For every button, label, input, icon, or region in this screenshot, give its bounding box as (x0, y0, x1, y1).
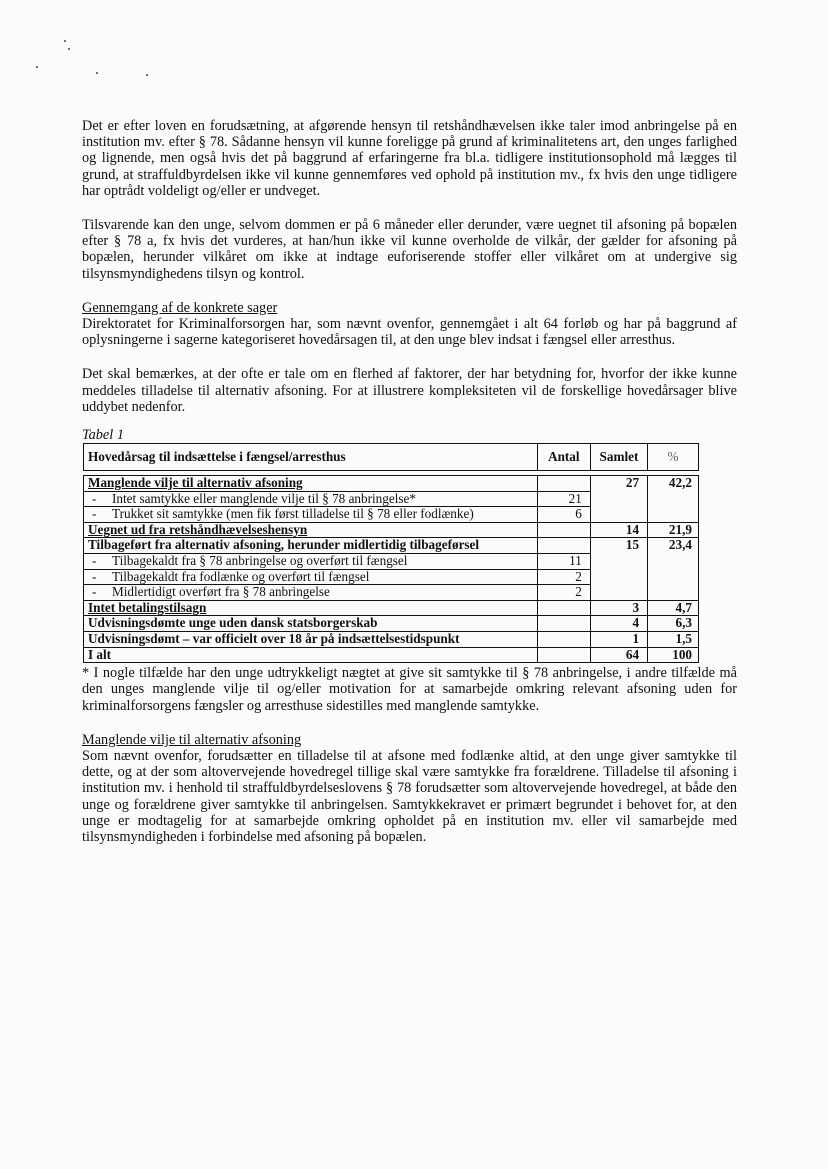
table-row (84, 538, 699, 554)
subcategory-label: Tilbagekaldt fra § 78 anbringelse og overført til fængsel (112, 553, 408, 569)
subcategory-antal: 6 (537, 507, 590, 523)
subcategory-antal: 2 (537, 585, 590, 601)
subcategory-label: Trukket sit samtykke (men fik først tilladelse til § 78 eller fodlænke) (112, 506, 474, 522)
section-heading-gennemgang: Gennemgang af de konkrete sager (82, 299, 278, 316)
paragraph-2: Tilsvarende kan den unge, selvom dommen er på 6 måneder eller derunder, være uegnet til afsoning på bopælen efter § 78 a, fx hvis det vurderes, at han/hun ikke vil kunne overholde de vilkår, der gælder for afsoning på bopælen, herunder vilkåret om ikke at indtage euforiserende stoffer eller vilkåret om at undergive sig tilsynsmyndighedens tilsyn og kontrol. (82, 217, 737, 282)
scan-speck (96, 72, 98, 74)
category-samlet: 3 (590, 600, 647, 616)
header-pct: % (648, 444, 699, 471)
table-1 (83, 443, 699, 663)
header-samlet: Samlet (590, 444, 647, 471)
category-samlet: 14 (590, 522, 647, 538)
total-label: I alt (84, 647, 538, 663)
paragraph-4: Det skal bemærkes, at der ofte er tale om en flerhed af faktorer, der har betydning for, hvorfor der ikke kunne meddeles tilladelse til alternativ afsoning. For at illustrere kompleksiteten vil de forskellige hovedårsager blive uddybet nedenfor. (82, 366, 737, 415)
paragraph-1: Det er efter loven en forudsætning, at afgørende hensyn til retshåndhævelsen ikke taler imod anbringelse på en institution mv. efter § 78. Sådanne hensyn vil kunne foreligge på grund af kriminalitetens art, den unges farlighed og lignende, men også hvis det på baggrund af erfaringerne fra bl.a. tidligere institutionsophold må lægges til grund, at straffuldbyrdelsen ikke vil kunne gennemføres ved ophold på institution mv., fx hvis den unge tidligere har optrådt voldeligt og/eller er undveget. (82, 118, 737, 199)
paragraph-5: Som nævnt ovenfor, forudsætter en tilladelse til at afsone med fodlænke altid, at den unge giver samtykke til dette, og at der som altovervejende hovedregel tillige skal være samtykke fra forældrene. Tilladelse til afsoning i institution mv. i henhold til straffuldbyrdelseslovens § 78 forudsætter som altovervejende hovedregel, at både den unge og forældrene giver samtykke til anbringelsen. Samtykkekravet er primært begrundet i behovet for, at den unge er modtagelig for at samarbejde omkring opholdet på en institution mv. eller vil samarbejde med tilsynsmyndigheden i forbindelse med afsoning på bopælen. (82, 747, 737, 845)
category-label: Intet betalingstilsagn (84, 600, 538, 616)
dash: - (92, 584, 97, 600)
scan-speck (68, 48, 70, 50)
table-total-row (84, 647, 699, 663)
subcategory-label: Intet samtykke eller manglende vilje til § 78 anbringelse* (112, 490, 416, 506)
table-caption: Tabel 1 (82, 427, 124, 444)
header-antal: Antal (537, 444, 590, 471)
category-pct: 21,9 (648, 522, 699, 538)
subcategory-antal: 2 (537, 569, 590, 585)
table-footnote: * I nogle tilfælde har den unge udtrykkeligt nægtet at give sit samtykke til § 78 anbringelse, i andre tilfælde må den unges manglende vilje til og/eller motivation for at samarbejde omkring relevant afsoning uden for kriminalforsorgens fængsler og arresthuse sidestilles med manglende samtykke. (82, 665, 737, 714)
dash: - (92, 490, 97, 506)
category-label: Udvisningsdømte unge uden dansk statsborgerskab (84, 616, 538, 632)
subcategory-antal: 21 (537, 491, 590, 507)
category-label: Uegnet ud fra retshåndhævelseshensyn (84, 522, 538, 538)
category-pct: 23,4 (648, 538, 699, 600)
document-page (82, 118, 737, 845)
table-row (84, 631, 699, 647)
table-row (84, 522, 699, 538)
total-samlet: 64 (590, 647, 647, 663)
category-samlet: 1 (590, 631, 647, 647)
section-heading-manglende-vilje: Manglende vilje til alternativ afsoning (82, 731, 302, 748)
header-cause: Hovedårsag til indsættelse i fængsel/arresthus (84, 444, 538, 471)
category-pct: 4,7 (648, 600, 699, 616)
category-samlet: 15 (590, 538, 647, 600)
paragraph-3: Direktoratet for Kriminalforsorgen har, som nævnt ovenfor, gennemgået i alt 64 forløb og har på baggrund af oplysningerne i sagerne kategoriseret hovedårsagen til, at den unge blev indsat i fængsel eller arresthus. (82, 316, 737, 349)
category-label: Manglende vilje til alternativ afsoning (84, 476, 538, 492)
subcategory-antal: 11 (537, 554, 590, 570)
category-label: Udvisningsdømt – var officielt over 18 år på indsættelsestidspunkt (84, 631, 538, 647)
table-row (84, 600, 699, 616)
scan-speck (146, 74, 148, 76)
table-row (84, 476, 699, 492)
subcategory-label: Tilbagekaldt fra fodlænke og overført til fængsel (112, 568, 370, 584)
dash: - (92, 568, 97, 584)
category-pct: 42,2 (648, 476, 699, 523)
dash: - (92, 506, 97, 522)
category-pct: 1,5 (648, 631, 699, 647)
table-row (84, 616, 699, 632)
category-samlet: 4 (590, 616, 647, 632)
category-samlet: 27 (590, 476, 647, 523)
total-pct: 100 (648, 647, 699, 663)
dash: - (92, 553, 97, 569)
category-pct: 6,3 (648, 616, 699, 632)
category-label: Tilbageført fra alternativ afsoning, herunder midlertidig tilbageførsel (84, 538, 538, 554)
scan-speck (64, 40, 66, 42)
table-header-row (84, 444, 699, 471)
scan-speck (36, 66, 38, 68)
subcategory-label: Midlertidigt overført fra § 78 anbringelse (112, 584, 330, 600)
